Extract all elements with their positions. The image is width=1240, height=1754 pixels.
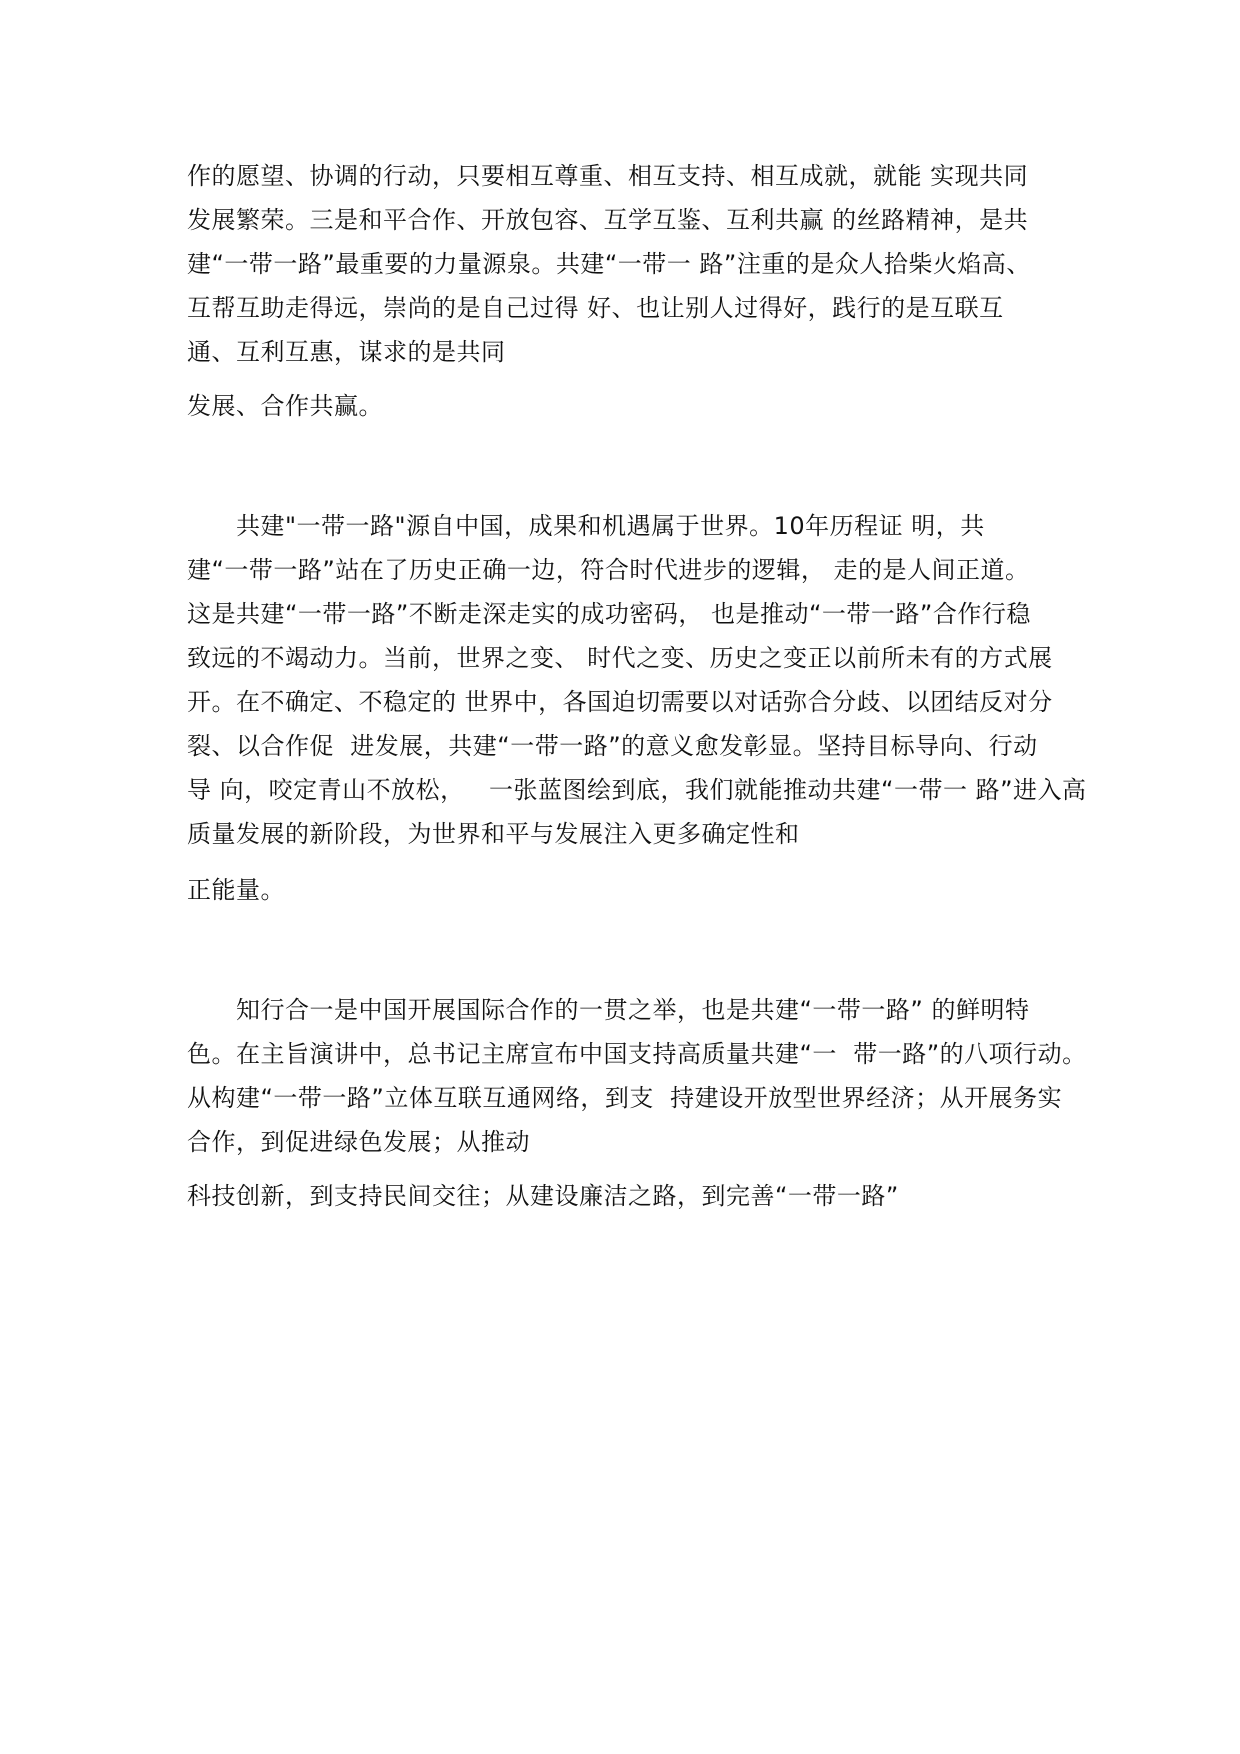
text-line: 裂、以合作促 进发展，共建“一带一路”的意义愈发彰显。坚持目标导向、行动 (187, 732, 1038, 760)
text-line: 作的愿望、协调的行动，只要相互尊重、相互支持、相互成就，就能 实现共同 (187, 162, 1029, 190)
text-line: 导 向，咬定青山不放松， 一张蓝图绘到底，我们就能推动共建“一带一 路”进入高 (187, 776, 1087, 804)
text-line: 开。在不确定、不稳定的 世界中，各国迫切需要以对话弥合分歧、以团结反对分 (187, 688, 1053, 716)
text-line: 建“一带一路”站在了历史正确一边，符合时代进步的逻辑， 走的是人间正道。 (187, 556, 1030, 584)
text-line: 通、互利互惠，谋求的是共同 (187, 338, 506, 366)
text-line: 共建"一带一路"源自中国，成果和机遇属于世界。10年历程证 明，共 (187, 512, 985, 540)
text-line: 科技创新，到支持民间交往；从建设廉洁之路，到完善“一带一路” (187, 1182, 899, 1210)
text-line: 互帮互助走得远，崇尚的是自己过得 好、也让别人过得好，践行的是互联互 (187, 294, 1004, 322)
text-line: 发展、合作共赢。 (187, 392, 383, 420)
text-line: 正能量。 (187, 876, 285, 904)
text-line: 知行合一是中国开展国际合作的一贯之举，也是共建“一带一路” 的鲜明特 (187, 996, 1030, 1024)
text-line: 致远的不竭动力。当前，世界之变、 时代之变、历史之变正以前所未有的方式展 (187, 644, 1053, 672)
text-line: 合作，到促进绿色发展；从推动 (187, 1128, 530, 1156)
text-line: 这是共建“一带一路”不断走深走实的成功密码， 也是推动“一带一路”合作行稳 (187, 600, 1031, 628)
text-line: 色。在主旨演讲中，总书记主席宣布中国支持高质量共建“一 带一路”的八项行动。 (187, 1040, 1087, 1068)
text-line: 从构建“一带一路”立体互联互通网络，到支 持建设开放型世界经济；从开展务实 (187, 1084, 1063, 1112)
text-line: 发展繁荣。三是和平合作、开放包容、互学互鉴、互利共赢 的丝路精神，是共 (187, 206, 1029, 234)
text-line: 质量发展的新阶段，为世界和平与发展注入更多确定性和 (187, 820, 800, 848)
text-line: 建“一带一路”最重要的力量源泉。共建“一带一 路”注重的是众人拾柴火焰高、 (187, 250, 1031, 278)
